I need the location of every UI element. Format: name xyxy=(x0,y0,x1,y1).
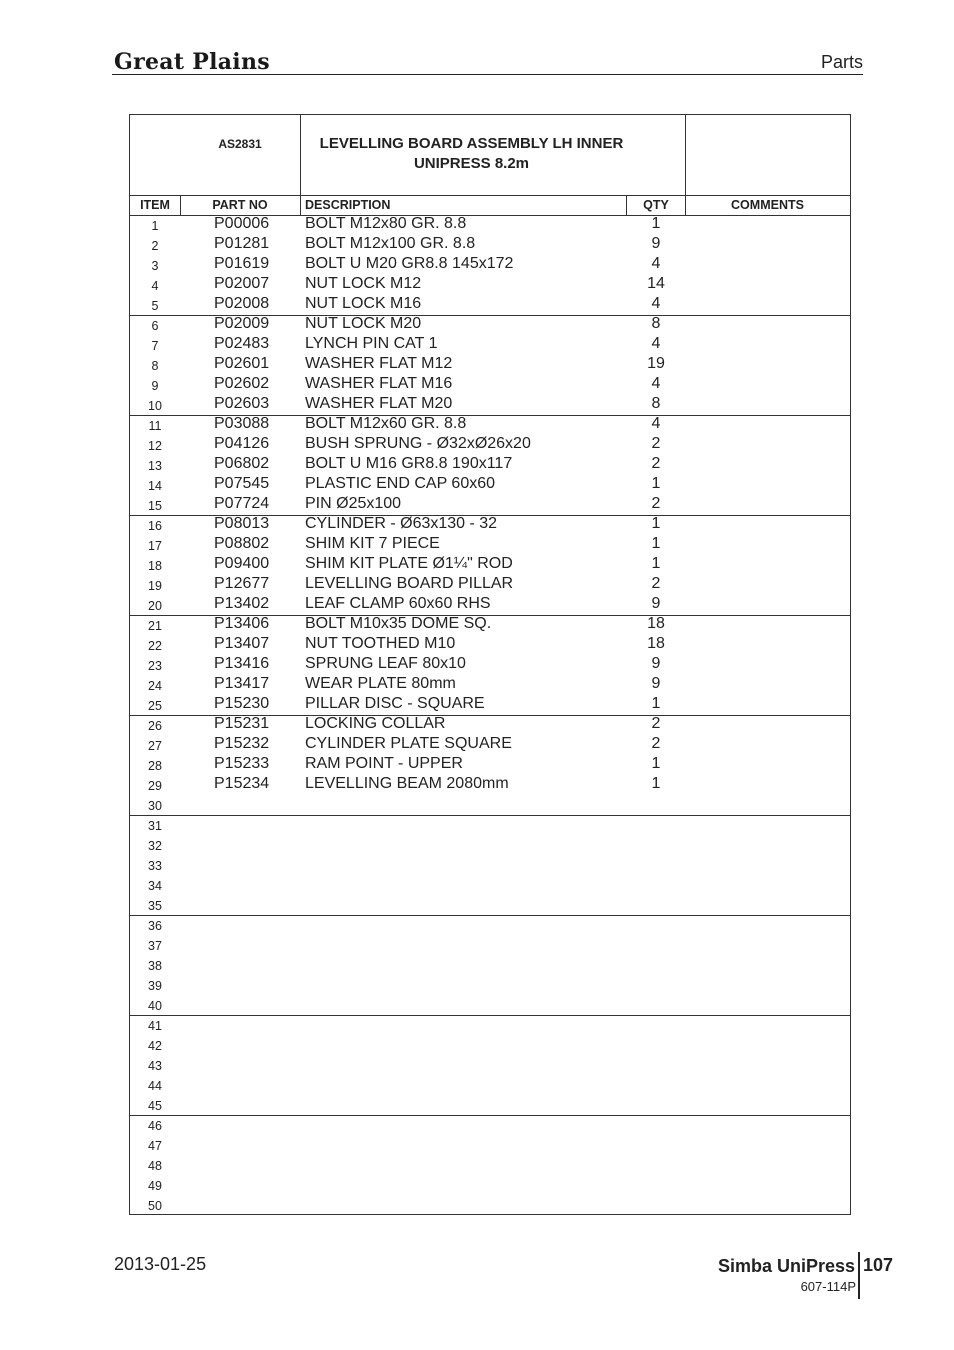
item-number: 41 xyxy=(148,1019,162,1033)
column-header-part-no: PART NO xyxy=(212,198,268,212)
table-row xyxy=(130,795,850,815)
part-number: P02008 xyxy=(214,295,270,312)
part-number: P02602 xyxy=(214,375,270,392)
part-number: P15232 xyxy=(214,735,270,752)
part-number: P15230 xyxy=(214,695,270,712)
quantity: 1 xyxy=(651,775,661,792)
table-row xyxy=(130,315,850,335)
item-number: 1 xyxy=(151,219,159,233)
table-row xyxy=(130,495,850,515)
part-number: P15231 xyxy=(214,715,270,732)
part-number: P13402 xyxy=(214,595,270,612)
part-number: P08802 xyxy=(214,535,270,552)
column-header-description: DESCRIPTION xyxy=(305,198,391,212)
part-description: BOLT M12x60 GR. 8.8 xyxy=(305,415,467,432)
table-row xyxy=(130,235,850,255)
part-number: P03088 xyxy=(214,415,270,432)
quantity: 9 xyxy=(651,675,661,692)
quantity: 1 xyxy=(651,515,661,532)
table-row xyxy=(130,615,850,635)
quantity: 2 xyxy=(651,735,661,752)
part-description: WASHER FLAT M20 xyxy=(305,395,453,412)
part-description: WEAR PLATE 80mm xyxy=(305,675,456,692)
table-row xyxy=(130,675,850,695)
part-number: P01619 xyxy=(214,255,270,272)
table-row xyxy=(130,875,850,895)
item-number: 19 xyxy=(148,579,162,593)
table-row xyxy=(130,415,850,435)
table-row xyxy=(130,575,850,595)
part-description: BUSH SPRUNG - Ø32xØ26x20 xyxy=(305,435,531,452)
column-divider xyxy=(626,195,627,216)
table-row xyxy=(130,1175,850,1195)
table-row xyxy=(130,995,850,1015)
title-block xyxy=(130,115,850,196)
quantity: 2 xyxy=(651,575,661,592)
part-description: CYLINDER PLATE SQUARE xyxy=(305,735,512,752)
table-row xyxy=(130,475,850,495)
item-number: 26 xyxy=(148,719,162,733)
item-number: 4 xyxy=(151,279,159,293)
quantity: 14 xyxy=(647,275,665,292)
header-divider xyxy=(112,74,863,75)
item-number: 28 xyxy=(148,759,162,773)
item-number: 8 xyxy=(151,359,159,373)
item-number: 42 xyxy=(148,1039,162,1053)
item-number: 35 xyxy=(148,899,162,913)
quantity: 1 xyxy=(651,695,661,712)
part-description: PLASTIC END CAP 60x60 xyxy=(305,475,496,492)
item-number: 6 xyxy=(151,319,159,333)
item-number: 14 xyxy=(148,479,162,493)
item-number: 20 xyxy=(148,599,162,613)
table-row xyxy=(130,1155,850,1175)
page-number: 107 xyxy=(863,1255,894,1275)
quantity: 1 xyxy=(651,555,661,572)
table-row xyxy=(130,455,850,475)
item-number: 50 xyxy=(148,1199,162,1213)
table-row xyxy=(130,1055,850,1075)
column-header-comments: COMMENTS xyxy=(731,198,804,212)
parts-table xyxy=(129,114,851,1215)
item-number: 30 xyxy=(148,799,162,813)
column-header-item: ITEM xyxy=(140,198,170,212)
item-number: 21 xyxy=(148,619,162,633)
part-description: LOCKING COLLAR xyxy=(305,715,446,732)
table-row xyxy=(130,1195,850,1215)
assembly-number: AS2831 xyxy=(218,137,262,151)
quantity: 9 xyxy=(651,235,661,252)
part-number: P02483 xyxy=(214,335,270,352)
item-number: 34 xyxy=(148,879,162,893)
item-number: 38 xyxy=(148,959,162,973)
part-description: NUT TOOTHED M10 xyxy=(305,635,456,652)
part-description: BOLT U M20 GR8.8 145x172 xyxy=(305,255,514,272)
table-row xyxy=(130,1075,850,1095)
part-description: BOLT M10x35 DOME SQ. xyxy=(305,615,492,632)
quantity: 4 xyxy=(651,375,661,392)
table-row xyxy=(130,1095,850,1115)
part-description: RAM POINT - UPPER xyxy=(305,755,463,772)
assembly-title xyxy=(304,134,639,174)
part-number: P02601 xyxy=(214,355,270,372)
table-row xyxy=(130,355,850,375)
part-number: P13417 xyxy=(214,675,270,692)
table-row xyxy=(130,695,850,715)
item-number: 39 xyxy=(148,979,162,993)
quantity: 8 xyxy=(651,395,661,412)
table-row xyxy=(130,515,850,535)
quantity: 4 xyxy=(651,415,661,432)
table-row xyxy=(130,395,850,415)
item-number: 17 xyxy=(148,539,162,553)
item-number: 44 xyxy=(148,1079,162,1093)
table-row xyxy=(130,735,850,755)
part-number: P02007 xyxy=(214,275,270,292)
part-number: P07724 xyxy=(214,495,270,512)
part-description: LEAF CLAMP 60x60 RHS xyxy=(305,595,491,612)
part-description: NUT LOCK M20 xyxy=(305,315,422,332)
table-row xyxy=(130,1015,850,1035)
part-description: PILLAR DISC - SQUARE xyxy=(305,695,485,712)
table-row xyxy=(130,635,850,655)
quantity: 2 xyxy=(651,715,661,732)
item-number: 46 xyxy=(148,1119,162,1133)
quantity: 1 xyxy=(651,215,661,232)
part-number: P02603 xyxy=(214,395,270,412)
column-header-row xyxy=(130,195,850,216)
part-description: WASHER FLAT M16 xyxy=(305,375,453,392)
part-description: CYLINDER - Ø63x130 - 32 xyxy=(305,515,498,532)
item-number: 10 xyxy=(148,399,162,413)
part-number: P13406 xyxy=(214,615,270,632)
part-number: P15234 xyxy=(214,775,270,792)
table-row xyxy=(130,835,850,855)
brand-logo: Great Plains xyxy=(114,49,270,75)
item-number: 23 xyxy=(148,659,162,673)
quantity: 1 xyxy=(651,535,661,552)
table-row xyxy=(130,955,850,975)
part-number: P06802 xyxy=(214,455,270,472)
part-description: NUT LOCK M12 xyxy=(305,275,422,292)
column-header-qty: QTY xyxy=(643,198,669,212)
part-description: NUT LOCK M16 xyxy=(305,295,422,312)
column-divider xyxy=(300,195,301,216)
quantity: 2 xyxy=(651,435,661,452)
item-number: 29 xyxy=(148,779,162,793)
table-row xyxy=(130,935,850,955)
part-description: LYNCH PIN CAT 1 xyxy=(305,335,438,352)
item-number: 25 xyxy=(148,699,162,713)
item-number: 36 xyxy=(148,919,162,933)
item-number: 18 xyxy=(148,559,162,573)
item-number: 3 xyxy=(151,259,159,273)
table-row xyxy=(130,435,850,455)
quantity: 4 xyxy=(651,335,661,352)
quantity: 1 xyxy=(651,755,661,772)
part-number: P13407 xyxy=(214,635,270,652)
footer-divider xyxy=(858,1252,860,1299)
quantity: 1 xyxy=(651,475,661,492)
item-number: 22 xyxy=(148,639,162,653)
item-number: 47 xyxy=(148,1139,162,1153)
table-row xyxy=(130,815,850,835)
assembly-title-line1: LEVELLING BOARD ASSEMBLY LH INNER xyxy=(319,135,624,152)
part-number: P15233 xyxy=(214,755,270,772)
quantity: 19 xyxy=(647,355,665,372)
table-row xyxy=(130,1135,850,1155)
part-number: P00006 xyxy=(214,215,270,232)
table-row xyxy=(130,755,850,775)
part-number: P01281 xyxy=(214,235,270,252)
item-number: 40 xyxy=(148,999,162,1013)
table-row xyxy=(130,1035,850,1055)
item-number: 33 xyxy=(148,859,162,873)
table-row xyxy=(130,915,850,935)
part-number: P12677 xyxy=(214,575,270,592)
part-number: P04126 xyxy=(214,435,270,452)
part-description: WASHER FLAT M12 xyxy=(305,355,453,372)
footer-product-name: Simba UniPress xyxy=(717,1256,855,1276)
item-number: 5 xyxy=(151,299,159,313)
item-number: 37 xyxy=(148,939,162,953)
quantity: 9 xyxy=(651,655,661,672)
table-row xyxy=(130,335,850,355)
item-number: 13 xyxy=(148,459,162,473)
part-description: BOLT M12x100 GR. 8.8 xyxy=(305,235,476,252)
item-number: 7 xyxy=(151,339,159,353)
table-row xyxy=(130,895,850,915)
part-number: P13416 xyxy=(214,655,270,672)
table-row xyxy=(130,655,850,675)
quantity: 4 xyxy=(651,295,661,312)
part-description: PIN Ø25x100 xyxy=(305,495,402,512)
table-row xyxy=(130,535,850,555)
part-number: P07545 xyxy=(214,475,270,492)
part-description: LEVELLING BEAM 2080mm xyxy=(305,775,509,792)
item-number: 2 xyxy=(151,239,159,253)
part-number: P09400 xyxy=(214,555,270,572)
table-row xyxy=(130,215,850,235)
part-description: SHIM KIT 7 PIECE xyxy=(305,535,440,552)
item-number: 48 xyxy=(148,1159,162,1173)
quantity: 18 xyxy=(647,635,665,652)
quantity: 2 xyxy=(651,495,661,512)
table-row xyxy=(130,255,850,275)
quantity: 4 xyxy=(651,255,661,272)
item-number: 27 xyxy=(148,739,162,753)
item-number: 49 xyxy=(148,1179,162,1193)
assembly-title-line2: UNIPRESS 8.2m xyxy=(413,155,530,172)
table-row xyxy=(130,1115,850,1135)
table-row xyxy=(130,975,850,995)
table-row xyxy=(130,715,850,735)
quantity: 9 xyxy=(651,595,661,612)
item-number: 45 xyxy=(148,1099,162,1113)
document-code: 607-114P xyxy=(800,1279,856,1294)
table-row xyxy=(130,275,850,295)
quantity: 18 xyxy=(647,615,665,632)
footer-date: 2013-01-25 xyxy=(114,1254,207,1274)
part-number: P08013 xyxy=(214,515,270,532)
item-number: 16 xyxy=(148,519,162,533)
part-description: BOLT U M16 GR8.8 190x117 xyxy=(305,455,513,472)
quantity: 2 xyxy=(651,455,661,472)
item-number: 24 xyxy=(148,679,162,693)
item-number: 12 xyxy=(148,439,162,453)
column-divider xyxy=(685,195,686,216)
item-number: 32 xyxy=(148,839,162,853)
part-description: BOLT M12x80 GR. 8.8 xyxy=(305,215,467,232)
table-row xyxy=(130,375,850,395)
quantity: 8 xyxy=(651,315,661,332)
item-number: 15 xyxy=(148,499,162,513)
item-number: 43 xyxy=(148,1059,162,1073)
table-row xyxy=(130,595,850,615)
item-number: 31 xyxy=(148,819,162,833)
item-number: 11 xyxy=(148,419,162,433)
column-divider xyxy=(180,195,181,216)
part-description: SHIM KIT PLATE Ø1¼" ROD xyxy=(305,555,513,572)
item-number: 9 xyxy=(151,379,159,393)
table-row xyxy=(130,555,850,575)
section-title: Parts xyxy=(820,52,863,72)
table-row xyxy=(130,855,850,875)
table-row xyxy=(130,775,850,795)
part-number: P02009 xyxy=(214,315,270,332)
part-description: LEVELLING BOARD PILLAR xyxy=(305,575,514,592)
part-description: SPRUNG LEAF 80x10 xyxy=(305,655,466,672)
table-row xyxy=(130,295,850,315)
